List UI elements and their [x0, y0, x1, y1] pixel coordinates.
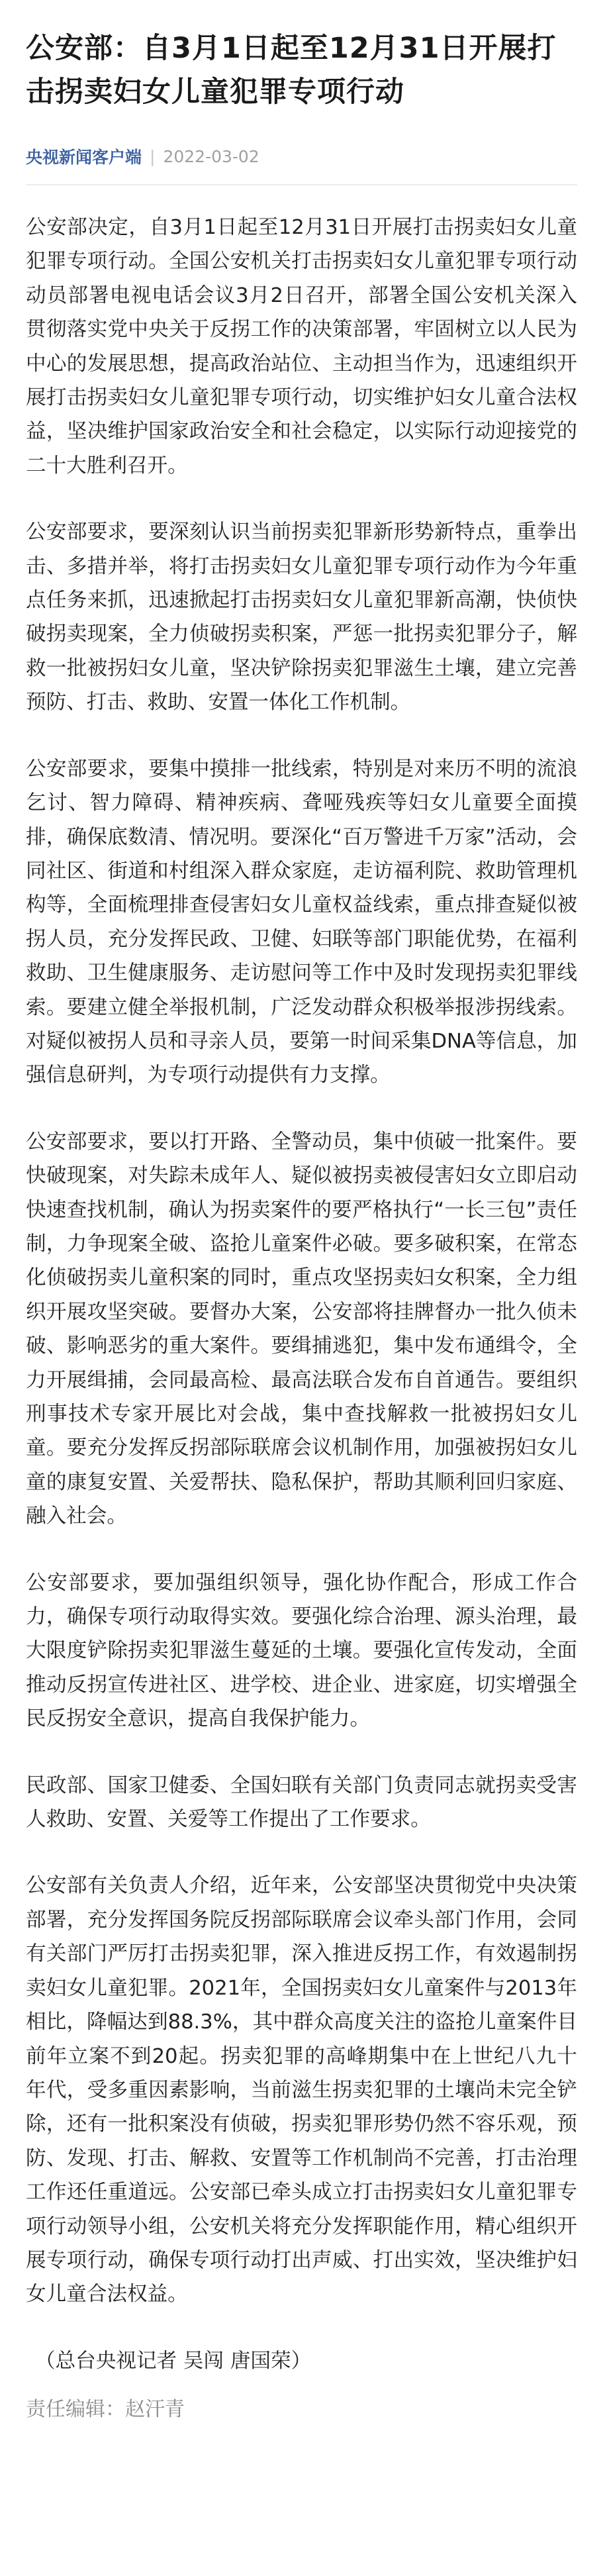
- article-title: 公安部：自3月1日起至12月31日开展打击拐卖妇女儿童犯罪专项行动: [26, 32, 557, 109]
- meta-separator: |: [150, 146, 156, 166]
- paragraph: 公安部要求，要集中摸排一批线索，特别是对来历不明的流浪乞讨、智力障碍、精神疾病、聋哑残疾等妇女儿童要全面摸排，确保底数清、情况明。要深化“百万警进千万家”活动，会同社区、街道和村组深入群众家庭，走访福利院、救助管理机构等，全面梳理排查侵害妇女儿童权益线索，重点排查疑似被拐人员，充分发挥民政、卫健、妇联等部门职能优势，在福利救助、卫生健康服务、走访慰问等工作中及时发现拐卖犯罪线索。要建立健全举报机制，广泛发动群众积极举报涉拐线索。对疑似被拐人员和寻亲人员，要第一时间采集DNA等信息，加强信息研判，为专项行动提供有力支撑。: [26, 757, 577, 1087]
- article-meta: [26, 143, 577, 170]
- article-body: [26, 211, 577, 2426]
- paragraph: 公安部要求，要加强组织领导，强化协作配合，形成工作合力，确保专项行动取得实效。要强化综合治理、源头治理，最大限度铲除拐卖犯罪滋生蔓延的土壤。要强化宣传发动，全面推动反拐宣传进社区、进学校、进企业、进家庭，切实增强全民反拐安全意识，提高自我保护能力。: [26, 1571, 577, 1731]
- paragraph: 公安部有关负责人介绍，近年来，公安部坚决贯彻党中央决策部署，充分发挥国务院反拐部际联席会议牵头部门作用，会同有关部门严厉打击拐卖犯罪，深入推进反拐工作，有效遏制拐卖妇女儿童犯罪。2021年，全国拐卖妇女儿童案件与2013年相比，降幅达到88.3%，其中群众高度关注的盗抢儿童案件目前年立案不到20起。拐卖犯罪的高峰期集中在上世纪八九十年代，受多重因素影响，当前滋生拐卖犯罪的土壤尚未完全铲除，还有一批积案没有侦破，拐卖犯罪形势仍然不容乐观，预防、发现、打击、解救、安置等工作机制尚不完善，打击治理工作还任重道远。公安部已牵头成立打击拐卖妇女儿童犯罪专项行动领导小组，公安机关将充分发挥职能作用，精心组织开展专项行动，确保专项行动打出声威、打出实效，坚决维护妇女儿童合法权益。: [26, 1874, 577, 2306]
- publish-date: 2022-03-02: [163, 146, 259, 166]
- source-link[interactable]: 央视新闻客户端: [26, 148, 142, 167]
- paragraph: 公安部要求，要以打开路、全警动员，集中侦破一批案件。要快破现案，对失踪未成年人、疑似被拐卖被侵害妇女立即启动快速查找机制，确认为拐卖案件的要严格执行“一长三包”责任制，力争现案全破、盗抢儿童案件必破。要多破积案，在常态化侦破拐卖儿童积案的同时，重点攻坚拐卖妇女积案，全力组织开展攻坚突破。要督办大案，公安部将挂牌督办一批久侦未破、影响恶劣的重大案件。要缉捕逃犯，集中发布通缉令，全力开展缉捕，会同最高检、最高法联合发布自首通告。要组织刑事技术专家开展比对会战，集中查找解救一批被拐妇女儿童。要充分发挥反拐部际联席会议机制作用，加强被拐妇女儿童的康复安置、关爱帮扶、隐私保护，帮助其顺利回归家庭、融入社会。: [26, 1130, 577, 1528]
- header-divider: [26, 184, 577, 185]
- paragraph: 公安部决定，自3月1日起至12月31日开展打击拐卖妇女儿童犯罪专项行动。全国公安机关打击拐卖妇女儿童犯罪专项行动动员部署电视电话会议3月2日召开，部署全国公安机关深入贯彻落实党中央关于反拐工作的决策部署，牢固树立以人民为中心的发展思想，提高政治站位、主动担当作为，迅速组织开展打击拐卖妇女儿童犯罪专项行动，切实维护妇女儿童合法权益，坚决维护国家政治安全和社会稳定，以实际行动迎接党的二十大胜利召开。: [26, 216, 577, 477]
- paragraph: 公安部要求，要深刻认识当前拐卖犯罪新形势新特点，重拳出击、多措并举，将打击拐卖妇女儿童犯罪专项行动作为今年重点任务来抓，迅速掀起打击拐卖妇女儿童犯罪新高潮，快侦快破拐卖现案，全力侦破拐卖积案，严惩一批拐卖犯罪分子，解救一批被拐妇女儿童，坚决铲除拐卖犯罪滋生土壤，建立完善预防、打击、救助、安置一体化工作机制。: [26, 520, 577, 715]
- reporter-byline: （总台央视记者 吴闯 唐国荣）: [35, 2349, 312, 2373]
- paragraph: 民政部、国家卫健委、全国妇联有关部门负责同志就拐卖受害人救助、安置、关爱等工作提出了工作要求。: [26, 1773, 577, 1832]
- responsible-editor: 责任编辑：赵汗青: [26, 2398, 185, 2422]
